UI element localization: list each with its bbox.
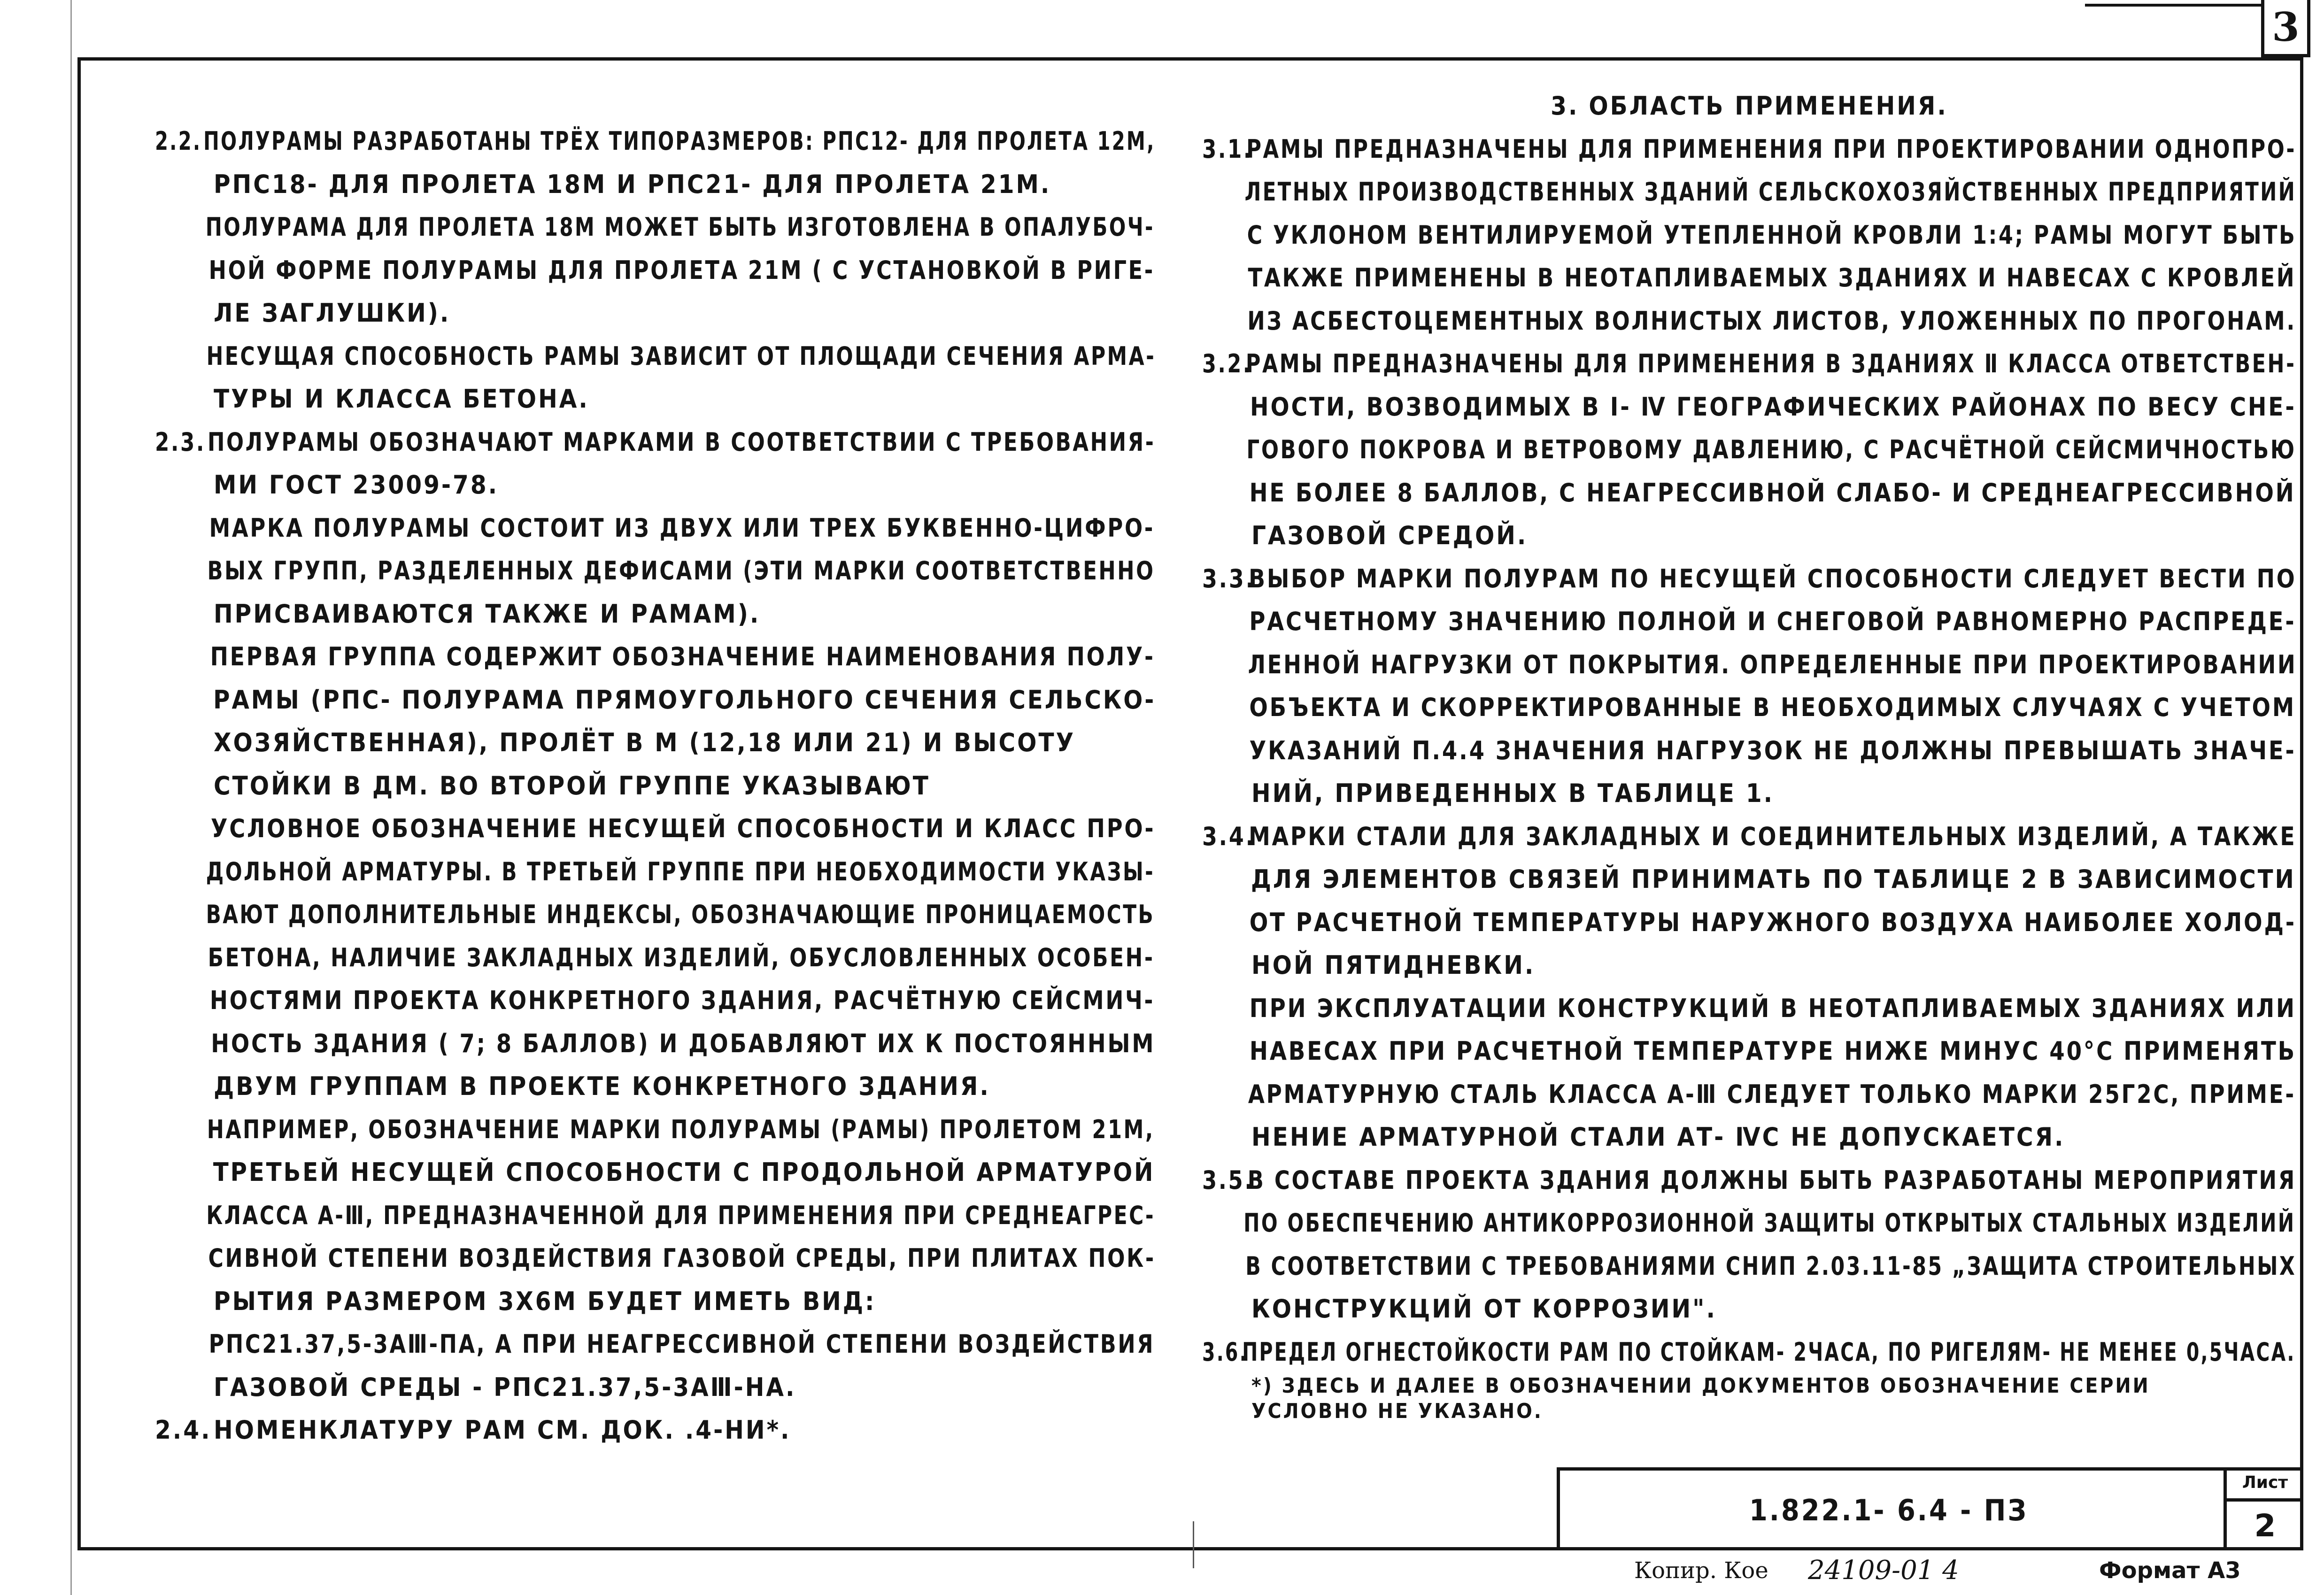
text-line bbox=[155, 1280, 1155, 1323]
text-line bbox=[1202, 729, 2296, 772]
text-line bbox=[1202, 514, 2296, 557]
text-line bbox=[155, 1022, 1156, 1065]
line-text: ОБЪЕКТА И СКОРРЕКТИРОВАННЫЕ В НЕОБХОДИМЫХ СЛУЧАЯХ С УЧЕТОМ bbox=[1249, 693, 2296, 722]
section-heading: 3. ОБЛАСТЬ ПРИМЕНЕНИЯ. bbox=[1551, 91, 1948, 121]
clause-number: 3.6. bbox=[1202, 1337, 1248, 1367]
text-line bbox=[1202, 214, 2297, 257]
line-text: НАПРИМЕР, ОБОЗНАЧЕНИЕ МАРКИ ПОЛУРАМЫ (РАМЫ) ПРОЛЕТОМ 21М, bbox=[207, 1114, 1155, 1144]
line-text: НЕНИЕ АРМАТУРНОЙ СТАЛИ АТ- ⅣС НЕ ДОПУСКАЕТСЯ. bbox=[1251, 1122, 2065, 1152]
line-text: РПС18- ДЛЯ ПРОЛЕТА 18М И РПС21- ДЛЯ ПРОЛЕТА 21М. bbox=[214, 169, 1051, 199]
line-text: ГАЗОВОЙ СРЕДОЙ. bbox=[1251, 521, 1528, 550]
text-line bbox=[155, 850, 1155, 894]
center-tick bbox=[1193, 1521, 1194, 1568]
sheet-value: 2 bbox=[2254, 1508, 2276, 1544]
text-line bbox=[155, 1409, 1155, 1452]
line-text: КЛАССА А-Ⅲ, ПРЕДНАЗНАЧЕННОЙ ДЛЯ ПРИМЕНЕНИЯ ПРИ СРЕДНЕАГРЕС- bbox=[206, 1200, 1156, 1230]
text-line bbox=[1202, 944, 2296, 987]
clause-number: 2.2. bbox=[155, 126, 202, 156]
text-line bbox=[155, 807, 1156, 850]
line-text: ЛЕННОЙ НАГРУЗКИ ОТ ПОКРЫТИЯ. ОПРЕДЕЛЕННЫЕ ПРИ ПРОЕКТИРОВАНИИ bbox=[1248, 649, 2297, 679]
text-line bbox=[1202, 428, 2296, 471]
line-text: ГОВОГО ПОКРОВА И ВЕТРОВОМУ ДАВЛЕНИЮ, С РАСЧЁТНОЙ СЕЙСМИЧНОСТЬЮ bbox=[1246, 435, 2296, 464]
text-line bbox=[155, 635, 1155, 678]
text-line bbox=[1202, 1287, 2296, 1331]
line-text: УСЛОВНОЕ ОБОЗНАЧЕНИЕ НЕСУЩЕЙ СПОСОБНОСТИ И КЛАСС ПРО- bbox=[210, 814, 1156, 843]
text-line bbox=[1202, 1073, 2296, 1116]
text-line bbox=[155, 206, 1155, 249]
text-line bbox=[1202, 1159, 2296, 1202]
text-line bbox=[155, 292, 1155, 335]
line-text: МАРКИ СТАЛИ ДЛЯ ЗАКЛАДНЫХ И СОЕДИНИТЕЛЬНЫХ ИЗДЕЛИЙ, А ТАКЖЕ bbox=[1249, 821, 2297, 851]
line-text: ТУРЫ И КЛАССА БЕТОНА. bbox=[214, 384, 589, 414]
text-line bbox=[1202, 815, 2297, 858]
text-line bbox=[1202, 256, 2296, 300]
line-text: РПС21.37,5-3АⅢ-ПА, А ПРИ НЕАГРЕССИВНОЙ СТЕПЕНИ ВОЗДЕЙСТВИЯ bbox=[208, 1329, 1155, 1359]
sheet-cell bbox=[2224, 1467, 2303, 1550]
line-text: НОЙ ФОРМЕ ПОЛУРАМЫ ДЛЯ ПРОЛЕТА 21М ( С УСТАНОВКОЙ В РИГЕ- bbox=[208, 255, 1155, 285]
line-text: НОСТЬ ЗДАНИЯ ( 7; 8 БАЛЛОВ) И ДОБАВЛЯЮТ ИХ К ПОСТОЯННЫМ bbox=[211, 1028, 1156, 1058]
line-text: ПРИ ЭКСПЛУАТАЦИИ КОНСТРУКЦИЙ В НЕОТАПЛИВАЕМЫХ ЗДАНИЯХ ИЛИ bbox=[1249, 993, 2296, 1023]
text-line bbox=[155, 163, 1155, 206]
line-text: ПОЛУРАМЫ РАЗРАБОТАНЫ ТРЁХ ТИПОРАЗМЕРОВ: РПС12- ДЛЯ ПРОЛЕТА 12М, bbox=[203, 126, 1156, 156]
text-line bbox=[155, 1366, 1155, 1409]
text-line bbox=[155, 463, 1155, 507]
line-text: ВЫХ ГРУПП, РАЗДЕЛЕННЫХ ДЕФИСАМИ (ЭТИ МАРКИ СООТВЕТСТВЕННО bbox=[207, 556, 1155, 586]
right-column-text bbox=[1202, 85, 2296, 1424]
line-text: ВАЮТ ДОПОЛНИТЕЛЬНЫЕ ИНДЕКСЫ, ОБОЗНАЧАЮЩИЕ ПРОНИЦАЕМОСТЬ bbox=[206, 900, 1155, 929]
text-line bbox=[155, 1194, 1156, 1237]
text-line bbox=[155, 1323, 1155, 1366]
footnote-line: УСЛОВНО НЕ УКАЗАНО. bbox=[1251, 1399, 1543, 1423]
clause-number: 3.5. bbox=[1202, 1165, 1255, 1195]
line-text: ПРИСВАИВАЮТСЯ ТАКЖЕ И РАМАМ). bbox=[214, 599, 761, 629]
sheet-label: Лист bbox=[2227, 1467, 2303, 1502]
line-text: РАМЫ ПРЕДНАЗНАЧЕНЫ ДЛЯ ПРИМЕНЕНИЯ В ЗДАНИЯХ Ⅱ КЛАССА ОТВЕТСТВЕН- bbox=[1245, 349, 2296, 378]
line-text: В СООТВЕТСТВИИ С ТРЕБОВАНИЯМИ СНИП 2.03.11-85 „ЗАЩИТА СТРОИТЕЛЬНЫХ bbox=[1245, 1251, 2297, 1281]
text-line bbox=[155, 678, 1156, 722]
line-text: ЛЕТНЫХ ПРОИЗВОДСТВЕННЫХ ЗДАНИЙ СЕЛЬСКОХОЗЯЙСТВЕННЫХ ПРЕДПРИЯТИЙ bbox=[1244, 177, 2297, 207]
line-text: МИ ГОСТ 23009-78. bbox=[214, 470, 499, 500]
line-text: РАМЫ ПРЕДНАЗНАЧЕНЫ ДЛЯ ПРИМЕНЕНИЯ ПРИ ПРОЕКТИРОВАНИИ ОДНОПРО- bbox=[1246, 134, 2297, 164]
line-text: ГАЗОВОЙ СРЕДЫ - РПС21.37,5-3АⅢ-НА. bbox=[214, 1372, 796, 1402]
text-line bbox=[155, 335, 1156, 378]
line-text: РЫТИЯ РАЗМЕРОМ 3Х6М БУДЕТ ИМЕТЬ ВИД: bbox=[214, 1286, 876, 1316]
line-text: ПОЛУРАМЫ ОБОЗНАЧАЮТ МАРКАМИ В СООТВЕТСТВИИ С ТРЕБОВАНИЯ- bbox=[208, 427, 1156, 457]
copy-label: Копир. Кое bbox=[1634, 1557, 1768, 1584]
top-rule bbox=[2085, 4, 2263, 7]
text-line bbox=[155, 1151, 1155, 1194]
text-line bbox=[155, 1237, 1156, 1280]
top-sheet-number: 3 bbox=[2261, 0, 2310, 57]
line-text: НОЙ ПЯТИДНЕВКИ. bbox=[1251, 950, 1536, 980]
text-line bbox=[155, 507, 1155, 550]
text-line bbox=[1202, 1245, 2297, 1288]
line-text: ПО ОБЕСПЕЧЕНИЮ АНТИКОРРОЗИОННОЙ ЗАЩИТЫ ОТКРЫТЫХ СТАЛЬНЫХ ИЗДЕЛИЙ bbox=[1243, 1208, 2296, 1238]
text-line bbox=[155, 936, 1155, 979]
text-line bbox=[1202, 471, 2296, 515]
line-text: ИЗ АСБЕСТОЦЕМЕНТНЫХ ВОЛНИСТЫХ ЛИСТОВ, УЛОЖЕННЫХ ПО ПРОГОНАМ. bbox=[1247, 306, 2296, 336]
text-line bbox=[1202, 987, 2296, 1030]
line-text: НОМЕНКЛАТУРУ РАМ СМ. ДОК. .4-НИ*. bbox=[214, 1415, 791, 1445]
line-text: СИВНОЙ СТЕПЕНИ ВОЗДЕЙСТВИЯ ГАЗОВОЙ СРЕДЫ, ПРИ ПЛИТАХ ПОК- bbox=[208, 1243, 1156, 1273]
text-line bbox=[155, 979, 1155, 1022]
text-line bbox=[1202, 643, 2297, 686]
line-text: МАРКА ПОЛУРАМЫ СОСТОИТ ИЗ ДВУХ ИЛИ ТРЕХ БУКВЕННО-ЦИФРО- bbox=[209, 513, 1155, 543]
line-text: РАСЧЕТНОМУ ЗНАЧЕНИЮ ПОЛНОЙ И СНЕГОВОЙ РАВНОМЕРНО РАСПРЕДЕ- bbox=[1249, 607, 2296, 636]
line-text: В СОСТАВЕ ПРОЕКТА ЗДАНИЯ ДОЛЖНЫ БЫТЬ РАЗРАБОТАНЫ МЕРОПРИЯТИЯ bbox=[1247, 1165, 2296, 1195]
text-line bbox=[1202, 858, 2296, 901]
inventory-number: 24109-01 4 bbox=[1808, 1555, 1959, 1586]
line-text: НИЙ, ПРИВЕДЕННЫХ В ТАБЛИЦЕ 1. bbox=[1251, 778, 1775, 808]
clause-number: 3.4. bbox=[1202, 821, 1256, 851]
line-text: ТАКЖЕ ПРИМЕНЕНЫ В НЕОТАПЛИВАЕМЫХ ЗДАНИЯХ И НАВЕСАХ С КРОВЛЕЙ bbox=[1248, 263, 2296, 293]
line-text: НЕ БОЛЕЕ 8 БАЛЛОВ, С НЕАГРЕССИВНОЙ СЛАБО- И СРЕДНЕАГРЕССИВНОЙ bbox=[1249, 478, 2296, 508]
line-text: АРМАТУРНУЮ СТАЛЬ КЛАССА А-Ⅲ СЛЕДУЕТ ТОЛЬКО МАРКИ 25Г2С, ПРИМЕ- bbox=[1248, 1079, 2296, 1109]
line-text: ПЕРВАЯ ГРУППА СОДЕРЖИТ ОБОЗНАЧЕНИЕ НАИМЕНОВАНИЯ ПОЛУ- bbox=[210, 642, 1155, 671]
text-line bbox=[155, 593, 1155, 636]
text-line bbox=[1202, 1116, 2296, 1159]
line-text: УКАЗАНИЙ П.4.4 ЗНАЧЕНИЯ НАГРУЗОК НЕ ДОЛЖНЫ ПРЕВЫШАТЬ ЗНАЧЕ- bbox=[1249, 735, 2296, 765]
line-text: НОСТЯМИ ПРОЕКТА КОНКРЕТНОГО ЗДАНИЯ, РАСЧЁТНУЮ СЕЙСМИЧ- bbox=[209, 986, 1155, 1015]
text-line bbox=[155, 893, 1155, 936]
format-label: Формат А3 bbox=[2099, 1557, 2241, 1584]
line-text: ДОЛЬНОЙ АРМАТУРЫ. В ТРЕТЬЕЙ ГРУППЕ ПРИ НЕОБХОДИМОСТИ УКАЗЫ- bbox=[206, 856, 1155, 886]
line-text: ОТ РАСЧЕТНОЙ ТЕМПЕРАТУРЫ НАРУЖНОГО ВОЗДУХА НАИБОЛЕЕ ХОЛОД- bbox=[1249, 907, 2296, 937]
left-column-text bbox=[155, 120, 1155, 1452]
text-line bbox=[1202, 1030, 2297, 1073]
line-text: СТОЙКИ В ДМ. ВО ВТОРОЙ ГРУППЕ УКАЗЫВАЮТ bbox=[214, 771, 930, 801]
text-line bbox=[155, 549, 1155, 593]
clause-number: 2.3. bbox=[155, 427, 206, 457]
line-text: ПОЛУРАМА ДЛЯ ПРОЛЕТА 18М МОЖЕТ БЫТЬ ИЗГОТОВЛЕНА В ОПАЛУБОЧ- bbox=[205, 212, 1155, 242]
binding-margin-line bbox=[70, 0, 72, 1595]
line-text: ХОЗЯЙСТВЕННАЯ), ПРОЛЁТ В М (12,18 ИЛИ 21) И ВЫСОТУ bbox=[214, 728, 1076, 757]
document-code: 1.822.1- 6.4 - ПЗ bbox=[1749, 1493, 2029, 1527]
line-text: ТРЕТЬЕЙ НЕСУЩЕЙ СПОСОБНОСТИ С ПРОДОЛЬНОЙ АРМАТУРОЙ bbox=[213, 1157, 1155, 1187]
text-line bbox=[1202, 300, 2296, 343]
line-text: С УКЛОНОМ ВЕНТИЛИРУЕМОЙ УТЕПЛЕННОЙ КРОВЛИ 1:4; РАМЫ МОГУТ БЫТЬ bbox=[1247, 220, 2297, 250]
line-text: НЕСУЩАЯ СПОСОБНОСТЬ РАМЫ ЗАВИСИТ ОТ ПЛОЩАДИ СЕЧЕНИЯ АРМА- bbox=[206, 341, 1156, 371]
footnote-line: *) ЗДЕСЬ И ДАЛЕЕ В ОБОЗНАЧЕНИИ ДОКУМЕНТОВ ОБОЗНАЧЕНИЕ СЕРИИ bbox=[1251, 1374, 2150, 1398]
footnote bbox=[1202, 1373, 2296, 1424]
line-text: РАМЫ (РПС- ПОЛУРАМА ПРЯМОУГОЛЬНОГО СЕЧЕНИЯ СЕЛЬСКО- bbox=[213, 685, 1156, 715]
line-text: НАВЕСАХ ПРИ РАСЧЕТНОЙ ТЕМПЕРАТУРЕ НИЖЕ МИНУС 40°С ПРИМЕНЯТЬ bbox=[1249, 1036, 2297, 1066]
text-line bbox=[1202, 385, 2296, 429]
line-text: ДВУМ ГРУППАМ В ПРОЕКТЕ КОНКРЕТНОГО ЗДАНИЯ. bbox=[214, 1071, 990, 1101]
clause-number: 3.3. bbox=[1202, 563, 1256, 593]
text-line bbox=[1202, 128, 2297, 171]
line-text: ЛЕ ЗАГЛУШКИ). bbox=[214, 298, 451, 328]
text-line bbox=[155, 764, 1155, 808]
clause-number: 2.4. bbox=[155, 1415, 212, 1445]
text-line bbox=[1202, 1202, 2296, 1245]
line-text: НОСТИ, ВОЗВОДИМЫХ В Ⅰ- Ⅳ ГЕОГРАФИЧЕСКИХ РАЙОНАХ ПО ВЕСУ СНЕ- bbox=[1250, 392, 2296, 422]
line-text: ДЛЯ ЭЛЕМЕНТОВ СВЯЗЕЙ ПРИНИМАТЬ ПО ТАБЛИЦЕ 2 В ЗАВИСИМОСТИ bbox=[1251, 864, 2296, 894]
text-line bbox=[155, 721, 1155, 764]
text-line bbox=[1202, 342, 2296, 385]
line-text: КОНСТРУКЦИЙ ОТ КОРРОЗИИ". bbox=[1251, 1294, 1717, 1324]
clause-number: 3.2. bbox=[1202, 349, 1252, 378]
text-line bbox=[1202, 557, 2297, 601]
text-line bbox=[155, 1065, 1155, 1108]
line-text: ПРЕДЕЛ ОГНЕСТОЙКОСТИ РАМ ПО СТОЙКАМ- 2ЧАСА, ПО РИГЕЛЯМ- НЕ МЕНЕЕ 0,5ЧАСА. bbox=[1242, 1337, 2296, 1367]
text-line bbox=[1202, 772, 2296, 815]
text-line bbox=[1202, 901, 2296, 944]
text-line bbox=[1202, 686, 2296, 729]
line-text: ВЫБОР МАРКИ ПОЛУРАМ ПО НЕСУЩЕЙ СПОСОБНОСТИ СЛЕДУЕТ ВЕСТИ ПО bbox=[1249, 563, 2297, 593]
clause-number: 3.1. bbox=[1202, 134, 1253, 164]
title-block bbox=[1557, 1467, 2303, 1550]
text-line bbox=[155, 1108, 1155, 1151]
text-line bbox=[155, 120, 1156, 163]
text-line bbox=[1202, 600, 2296, 643]
text-line bbox=[155, 378, 1155, 421]
line-text: БЕТОНА, НАЛИЧИЕ ЗАКЛАДНЫХ ИЗДЕЛИЙ, ОБУСЛОВЛЕННЫХ ОСОБЕН- bbox=[208, 942, 1155, 972]
text-line bbox=[155, 421, 1156, 464]
text-line bbox=[1202, 170, 2297, 214]
text-line bbox=[1202, 1331, 2296, 1374]
text-line bbox=[155, 249, 1155, 292]
